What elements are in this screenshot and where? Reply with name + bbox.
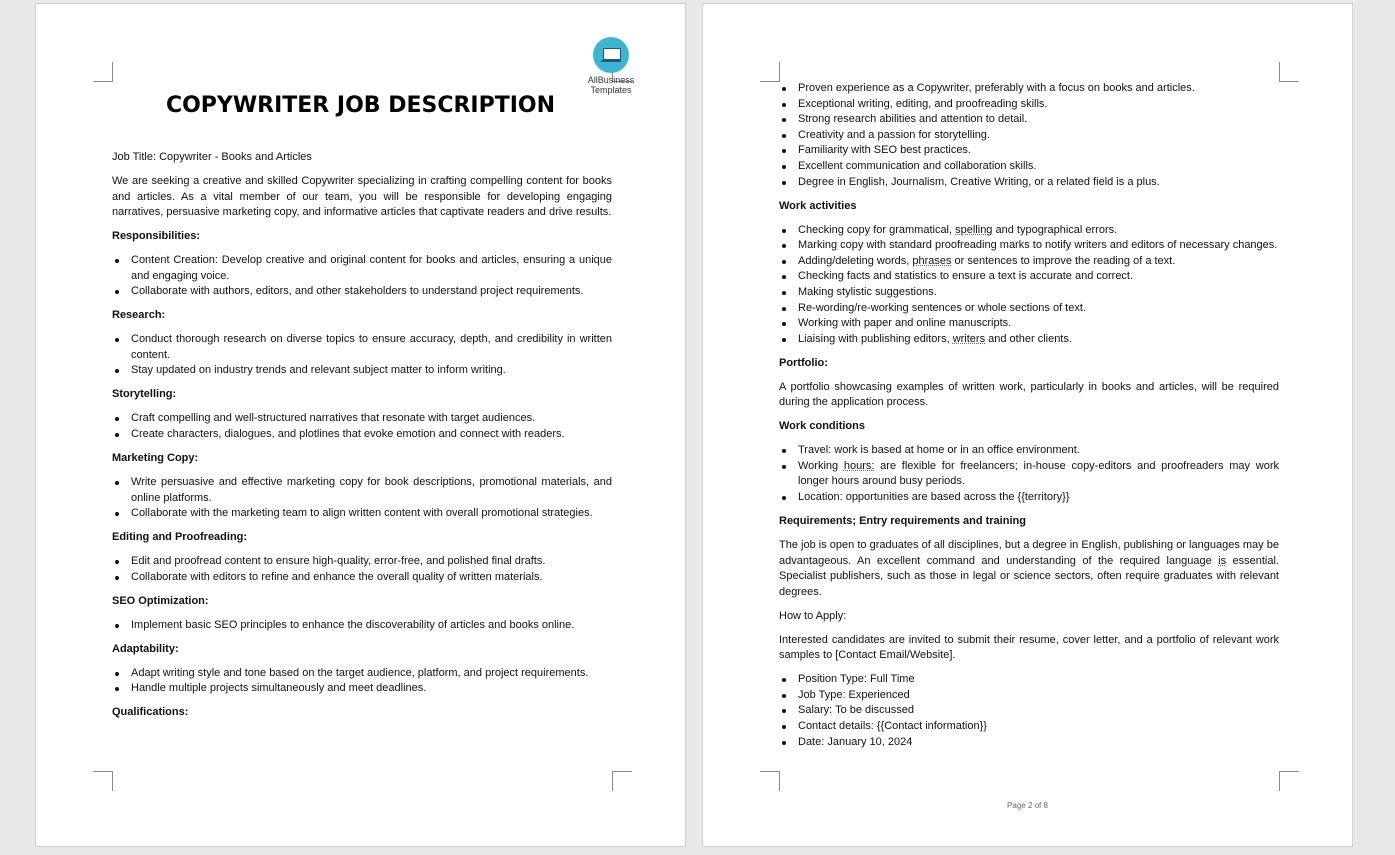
list-item: Collaborate with authors, editors, and other stakeholders to understand project requirements. bbox=[131, 284, 612, 300]
list-item: Conduct thorough research on diverse topics to ensure accuracy, depth, and credibility in written content. bbox=[131, 332, 612, 363]
list-item: Excellent communication and collaboration skills. bbox=[798, 159, 1279, 175]
crop-mark bbox=[93, 771, 113, 791]
section-heading-portfolio: Portfolio: bbox=[779, 356, 828, 369]
spellcheck-underline: phrases bbox=[912, 254, 952, 267]
list-item: Location: opportunities are based across the {{territory}} bbox=[798, 490, 1279, 506]
list-item: Content Creation: Develop creative and original content for books and articles, ensuring a unique and engaging voice. bbox=[131, 253, 612, 284]
list-item: Date: January 10, 2024 bbox=[798, 735, 1279, 751]
list-item: Handle multiple projects simultaneously and meet deadlines. bbox=[131, 681, 612, 697]
list-item: Familiarity with SEO best practices. bbox=[798, 143, 1279, 159]
spellcheck-underline: is bbox=[1218, 554, 1227, 567]
qualifications-list bbox=[779, 81, 1279, 190]
list-item: Degree in English, Journalism, Creative Writing, or a related field is a plus. bbox=[798, 175, 1279, 191]
crop-mark bbox=[612, 771, 632, 791]
research-list bbox=[112, 332, 612, 379]
list-item: Write persuasive and effective marketing copy for book descriptions, promotional materials, and online platforms. bbox=[131, 475, 612, 506]
apply-paragraph: Interested candidates are invited to submit their resume, cover letter, and a portfolio of relevant work samples to [Contact Email/Website]. bbox=[779, 633, 1279, 662]
list-item: Making stylistic suggestions. bbox=[798, 285, 1279, 301]
crop-mark bbox=[1279, 62, 1299, 82]
job-title-line: Job Title: Copywriter - Books and Articles bbox=[112, 151, 312, 163]
list-item: Proven experience as a Copywriter, preferably with a focus on books and articles. bbox=[798, 81, 1279, 97]
crop-mark bbox=[1279, 771, 1299, 791]
job-details-list bbox=[779, 672, 1279, 750]
list-item: Implement basic SEO principles to enhance the discoverability of articles and books online. bbox=[131, 618, 612, 634]
list-item: Salary: To be discussed bbox=[798, 703, 1279, 719]
list-item: Creativity and a passion for storytelling. bbox=[798, 128, 1279, 144]
list-item: Checking facts and statistics to ensure a text is accurate and correct. bbox=[798, 269, 1279, 285]
marketing-list bbox=[112, 475, 612, 522]
document-page-1 bbox=[35, 3, 686, 847]
list-item: Create characters, dialogues, and plotlines that evoke emotion and connect with readers. bbox=[131, 427, 612, 443]
list-item: Contact details: {{Contact information}} bbox=[798, 719, 1279, 735]
crop-mark bbox=[760, 771, 780, 791]
list-item: Checking copy for grammatical, spelling and typographical errors. bbox=[798, 223, 1279, 239]
storytelling-list bbox=[112, 411, 612, 442]
requirements-paragraph: The job is open to graduates of all disciplines, but a degree in English, publishing or languages may be advantageous. An excellent command and understanding of the required language is essential. Specialist publishers, such as those in legal or science sectors, often require graduates with relevant degrees. bbox=[779, 538, 1279, 598]
how-to-apply-heading: How to Apply: bbox=[779, 609, 847, 622]
list-item: Liaising with publishing editors, writers and other clients. bbox=[798, 332, 1279, 348]
list-item: Working hours: are flexible for freelancers; in-house copy-editors and proofreaders may work longer hours around busy periods. bbox=[798, 459, 1279, 490]
section-heading-responsibilities: Responsibilities: bbox=[112, 230, 201, 243]
seo-list bbox=[112, 618, 612, 634]
document-title: COPYWRITER JOB DESCRIPTION bbox=[165, 93, 556, 118]
portfolio-paragraph: A portfolio showcasing examples of written work, particularly in books and articles, will be required during the application process. bbox=[779, 380, 1279, 409]
section-heading-adaptability: Adaptability: bbox=[112, 642, 179, 655]
list-item: Job Type: Experienced bbox=[798, 688, 1279, 704]
section-heading-seo: SEO Optimization: bbox=[112, 594, 209, 607]
page1-body bbox=[112, 150, 612, 729]
list-item: Craft compelling and well-structured narratives that resonate with target audiences. bbox=[131, 411, 612, 427]
list-item: Adding/deleting words, phrases or sentences to improve the reading of a text. bbox=[798, 254, 1279, 270]
logo-text-line2: Templates bbox=[590, 85, 632, 95]
list-item: Stay updated on industry trends and relevant subject matter to inform writing. bbox=[131, 363, 612, 379]
section-heading-storytelling: Storytelling: bbox=[112, 388, 177, 401]
laptop-icon bbox=[593, 37, 629, 73]
list-item: Re-wording/re-working sentences or whole sections of text. bbox=[798, 301, 1279, 317]
crop-mark bbox=[93, 62, 113, 82]
spellcheck-underline: writers bbox=[952, 332, 986, 345]
intro-paragraph: We are seeking a creative and skilled Copywriter specializing in crafting compelling content for books and articles. As a vital member of our team, you will be responsible for developing engaging narratives, persuasive marketing copy, and informative articles that captivate readers and drive results. bbox=[112, 174, 612, 219]
section-heading-work-conditions: Work conditions bbox=[779, 420, 865, 433]
document-page-2 bbox=[702, 3, 1353, 847]
list-item: Exceptional writing, editing, and proofreading skills. bbox=[798, 97, 1279, 113]
list-item: Position Type: Full Time bbox=[798, 672, 1279, 688]
list-item: Collaborate with editors to refine and enhance the overall quality of written materials. bbox=[131, 570, 612, 586]
section-heading-work-activities: Work activities bbox=[779, 199, 857, 212]
list-item: Collaborate with the marketing team to align written content with overall promotional strategies. bbox=[131, 506, 612, 522]
list-item: Travel: work is based at home or in an office environment. bbox=[798, 443, 1279, 459]
page2-body bbox=[779, 81, 1279, 759]
list-item: Adapt writing style and tone based on the target audience, platform, and project requirements. bbox=[131, 666, 612, 682]
section-heading-requirements: Requirements; Entry requirements and training bbox=[779, 514, 1026, 527]
responsibilities-list bbox=[112, 253, 612, 300]
work-conditions-list bbox=[779, 443, 1279, 505]
list-item: Strong research abilities and attention to detail. bbox=[798, 112, 1279, 128]
section-heading-qualifications: Qualifications: bbox=[112, 706, 189, 719]
spellcheck-underline: spelling bbox=[955, 223, 993, 236]
editing-list bbox=[112, 554, 612, 585]
spellcheck-underline: hours: bbox=[843, 459, 875, 472]
section-heading-research: Research: bbox=[112, 309, 166, 322]
adaptability-list bbox=[112, 666, 612, 697]
list-item: Marking copy with standard proofreading marks to notify writers and editors of necessary changes. bbox=[798, 238, 1279, 254]
allbusiness-logo bbox=[581, 37, 641, 95]
crop-mark bbox=[760, 62, 780, 82]
section-heading-marketing: Marketing Copy: bbox=[112, 452, 199, 465]
list-item: Edit and proofread content to ensure high-quality, error-free, and polished final drafts. bbox=[131, 554, 612, 570]
page-number-footer: Page 2 of 8 bbox=[1007, 801, 1048, 810]
work-activities-list bbox=[779, 223, 1279, 348]
logo-text-line1: AllBusiness bbox=[587, 75, 635, 85]
list-item: Working with paper and online manuscripts. bbox=[798, 316, 1279, 332]
section-heading-editing: Editing and Proofreading: bbox=[112, 531, 248, 544]
